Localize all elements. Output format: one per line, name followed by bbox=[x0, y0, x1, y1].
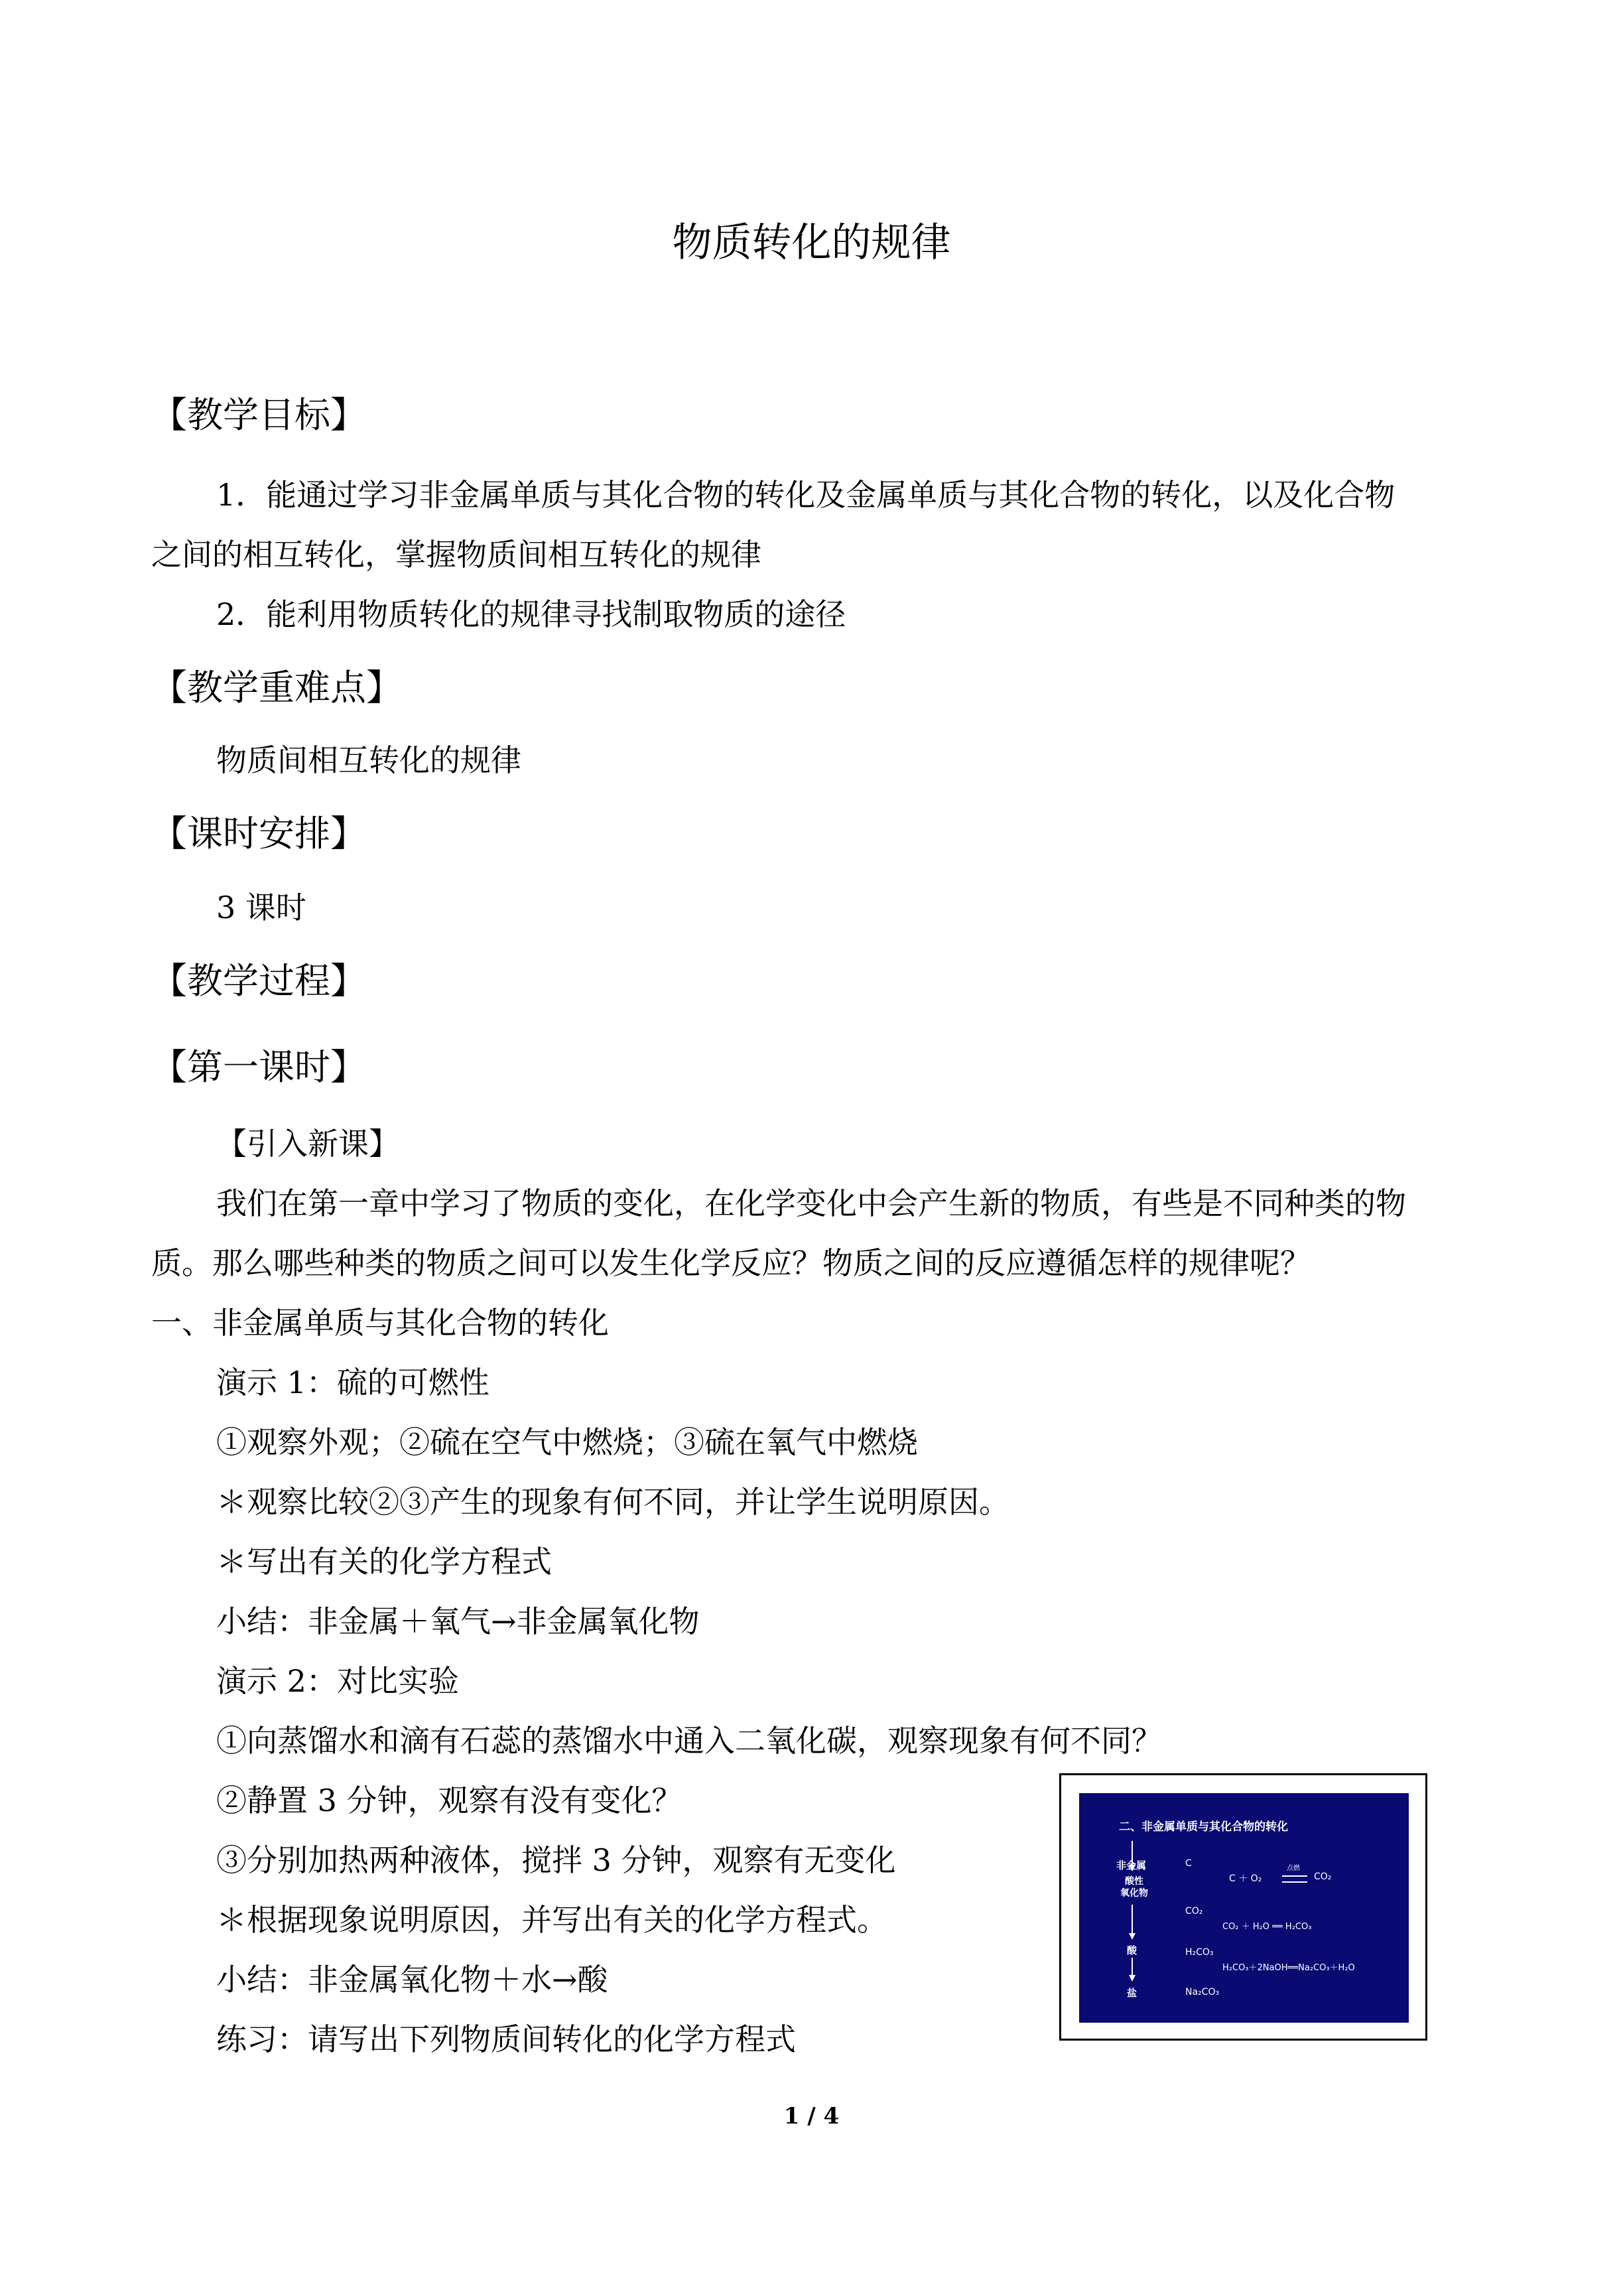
demo-1-title: 演示 1：硫的可燃性 bbox=[216, 1365, 489, 1400]
demo-1-steps: ①观察外观；②硫在空气中燃烧；③硫在氧气中燃烧 bbox=[216, 1424, 918, 1460]
demo-2-step-3: ③分别加热两种液体，搅拌 3 分钟，观察有无变化 bbox=[216, 1842, 896, 1878]
slide-title: 二、非金属单质与其化合物的转化 bbox=[1119, 1820, 1288, 1834]
slide-chain-acidic-oxide: 酸性 氧化物 bbox=[1120, 1876, 1148, 1899]
slide-equation-1-equals bbox=[1282, 1875, 1307, 1883]
section-heading-objectives: 【教学目标】 bbox=[151, 394, 366, 436]
slide-example-co2: CO₂ bbox=[1185, 1906, 1203, 1917]
slide-chain-nonmetal: 非金属 bbox=[1116, 1859, 1147, 1871]
slide-equation-1-right: CO₂ bbox=[1314, 1871, 1332, 1882]
page-title: 物质转化的规律 bbox=[672, 220, 951, 266]
part-1-heading: 一、非金属单质与其化合物的转化 bbox=[151, 1305, 609, 1341]
slide-chain-salt: 盐 bbox=[1127, 1987, 1137, 1999]
demo-2-title: 演示 2：对比实验 bbox=[216, 1663, 459, 1699]
demo-1-note-2: ＊写出有关的化学方程式 bbox=[216, 1544, 552, 1580]
demo-2-summary: 小结：非金属氧化物＋水→酸 bbox=[216, 1962, 608, 1997]
section-heading-schedule: 【课时安排】 bbox=[151, 813, 366, 854]
slide-example-h2co3: H₂CO₃ bbox=[1185, 1947, 1214, 1958]
slide-image-frame bbox=[1059, 1773, 1427, 2041]
section-heading-lesson-1: 【第一课时】 bbox=[151, 1046, 366, 1088]
demo-1-note-1: ＊观察比较②③产生的现象有何不同，并让学生说明原因。 bbox=[216, 1484, 1009, 1520]
slide-equation-1-condition: 点燃 bbox=[1287, 1865, 1300, 1872]
section-heading-key-points: 【教学重难点】 bbox=[151, 667, 402, 709]
objective-1-line-2: 之间的相互转化，掌握物质间相互转化的规律 bbox=[151, 537, 761, 573]
slide-chain-acid: 酸 bbox=[1127, 1944, 1137, 1956]
slide-image bbox=[1079, 1793, 1409, 2023]
slide-example-na2co3: Na₂CO₃ bbox=[1185, 1987, 1220, 1997]
objective-2: 2．能利用物质转化的规律寻找制取物质的途径 bbox=[216, 596, 846, 632]
slide-example-c: C bbox=[1185, 1858, 1192, 1869]
demo-2-step-2: ②静置 3 分钟，观察有没有变化？ bbox=[216, 1783, 682, 1818]
schedule-text: 3 课时 bbox=[216, 890, 306, 925]
exercise-prompt: 练习：请写出下列物质间转化的化学方程式 bbox=[216, 2021, 796, 2057]
slide-equation-3: H₂CO₃＋2NaOH══Na₂CO₃＋H₂O bbox=[1222, 1963, 1355, 1973]
page-number: 1 / 4 bbox=[783, 2103, 840, 2129]
demo-2-note: ＊根据现象说明原因，并写出有关的化学方程式。 bbox=[216, 1902, 887, 1938]
intro-label: 【引入新课】 bbox=[216, 1126, 399, 1162]
demo-2-step-1: ①向蒸馏水和滴有石蕊的蒸馏水中通入二氧化碳，观察现象有何不同？ bbox=[216, 1723, 1162, 1759]
key-points-text: 物质间相互转化的规律 bbox=[216, 742, 521, 778]
objective-1-line-1: 1．能通过学习非金属单质与其化合物的转化及金属单质与其化合物的转化，以及化合物 bbox=[216, 477, 1396, 513]
demo-1-summary: 小结：非金属＋氧气→非金属氧化物 bbox=[216, 1603, 700, 1639]
intro-line-1: 我们在第一章中学习了物质的变化，在化学变化中会产生新的物质，有些是不同种类的物 bbox=[216, 1185, 1406, 1221]
slide-equation-1-left: C ＋ O₂ bbox=[1229, 1873, 1262, 1884]
intro-line-2: 质。那么哪些种类的物质之间可以发生化学反应？物质之间的反应遵循怎样的规律呢？ bbox=[151, 1245, 1311, 1281]
slide-equation-2: CO₂ ＋ H₂O ══ H₂CO₃ bbox=[1222, 1922, 1312, 1932]
section-heading-process: 【教学过程】 bbox=[151, 960, 366, 1002]
